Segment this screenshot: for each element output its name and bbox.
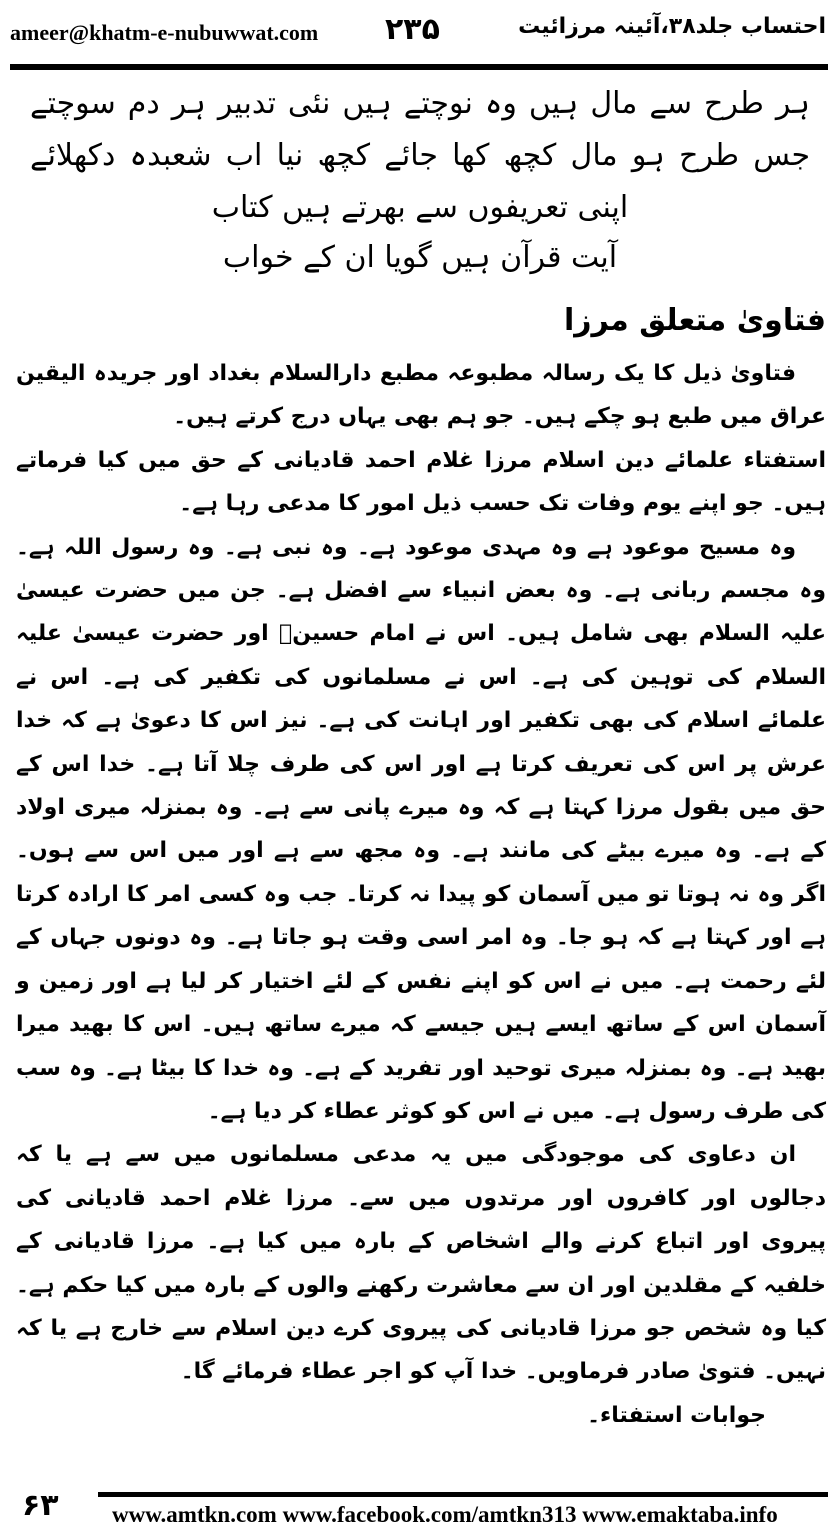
paragraph: استفتاء علمائے دین اسلام مرزا غلام احمد قادیانی کے حق میں کیا فرماتے ہیں۔ جو اپنے یوم وفات تک حسب ذیل امور کا مدعی رہا ہے۔	[16, 447, 826, 517]
footer-page-number: ۶۳	[22, 1488, 59, 1523]
poem-line-1: ہر طرح سے مال ہیں وہ نوچتے ہیں نئی تدبیر ہر دم سوچتے	[30, 86, 810, 121]
body-text	[16, 352, 826, 1437]
paragraph: جوابات استفتاء۔	[587, 1402, 766, 1428]
poem-line-2: جس طرح ہو مال کچھ کھا جائے کچھ نیا اب شعبدہ دکھلائے	[30, 138, 810, 173]
paragraph: فتاویٰ ذیل کا یک رسالہ مطبوعہ مطبع دارالسلام بغداد اور جریدہ الیقین عراق میں طبع ہو چکے ہیں۔ جو ہم بھی یہاں درج کرتے ہیں۔	[16, 361, 826, 430]
footer-divider	[98, 1492, 828, 1497]
poem-line-4: آیت قرآن ہیں گویا ان کے خواب	[222, 240, 618, 275]
header-divider	[10, 64, 828, 70]
poem-line-3: اپنی تعریفوں سے بھرتے ہیں کتاب	[211, 190, 629, 225]
header-book-title: احتساب جلد۳۸،آئینہ مرزائیت	[518, 14, 826, 39]
header-email: ameer@khatm-e-nubuwwat.com	[10, 20, 319, 45]
section-heading: فتاویٰ متعلق مرزا	[563, 303, 826, 338]
header-page-number: ۲۳۵	[385, 12, 440, 47]
footer-links: www.amtkn.com www.facebook.com/amtkn313 www.emaktaba.info	[112, 1502, 778, 1527]
paragraph: ان دعاوی کی موجودگی میں یہ مدعی مسلمانوں میں سے ہے یا کہ دجالوں اور کافروں اور مرتدوں میں سے۔ مرزا غلام احمد قادیانی کی پیروی اور اتباع کرنے والے اشخاص کے بارہ میں کیا ہے۔ مرزا قادیانی کے خلفیہ کے مقلدین اور ان سے معاشرت رکھنے والوں کے بارہ میں کیا حکم ہے۔ کیا وہ شخص جو مرزا قادیانی کی پیروی کرے دین اسلام سے خارج ہے یا کہ نہیں۔ فتویٰ صادر فرماویں۔ خدا آپ کو اجر عطاء فرمائے گا۔	[16, 1142, 826, 1385]
paragraph: وہ مسیح موعود ہے وہ مہدی موعود ہے۔ وہ نبی ہے۔ وہ رسول اللہ ہے۔ وہ مجسم ربانی ہے۔ وہ بعض انبیاء سے افضل ہے۔ جن میں حضرت عیسیٰ علیہ السلام بھی شامل ہیں۔ اس نے امام حسینؓ اور حضرت عیسیٰ علیہ السلام کی توہین کی ہے۔ اس نے مسلمانوں کی تکفیر کی ہے۔ اس نے علمائے اسلام کی بھی تکفیر اور اہانت کی ہے۔ نیز اس کا دعویٰ ہے کہ خدا عرش پر اس کی تعریف کرتا ہے اور اس کی طرف چلا آتا ہے۔ خدا اس کے حق میں بقول مرزا کہتا ہے کہ وہ میرے پانی سے ہے۔ وہ بمنزلہ میری اولاد کے ہے۔ وہ میرے بیٹے کی مانند ہے۔ وہ مجھ سے ہے اور میں اس سے ہوں۔ اگر وہ نہ ہوتا تو میں آسمان کو پیدا نہ کرتا۔ جب وہ کسی امر کا ارادہ کرتا ہے اور کہتا ہے کہ ہو جا۔ وہ امر اسی وقت ہو جاتا ہے۔ وہ دونوں جہاں کے لئے رحمت ہے۔ میں نے اس کو اپنے نفس کے لئے اختیار کر لیا ہے اور زمین و آسمان اس کے ساتھ ایسے ہیں جیسے کہ میرے ساتھ ہیں۔ اس کا بھید میرا بھید ہے۔ وہ بمنزلہ میری توحید اور تفرید کے ہے۔ وہ خدا کا بیٹا ہے۔ وہ سب کی طرف رسول ہے۔ میں نے اس کو کوثر عطاء کر دیا ہے۔	[16, 534, 826, 1124]
